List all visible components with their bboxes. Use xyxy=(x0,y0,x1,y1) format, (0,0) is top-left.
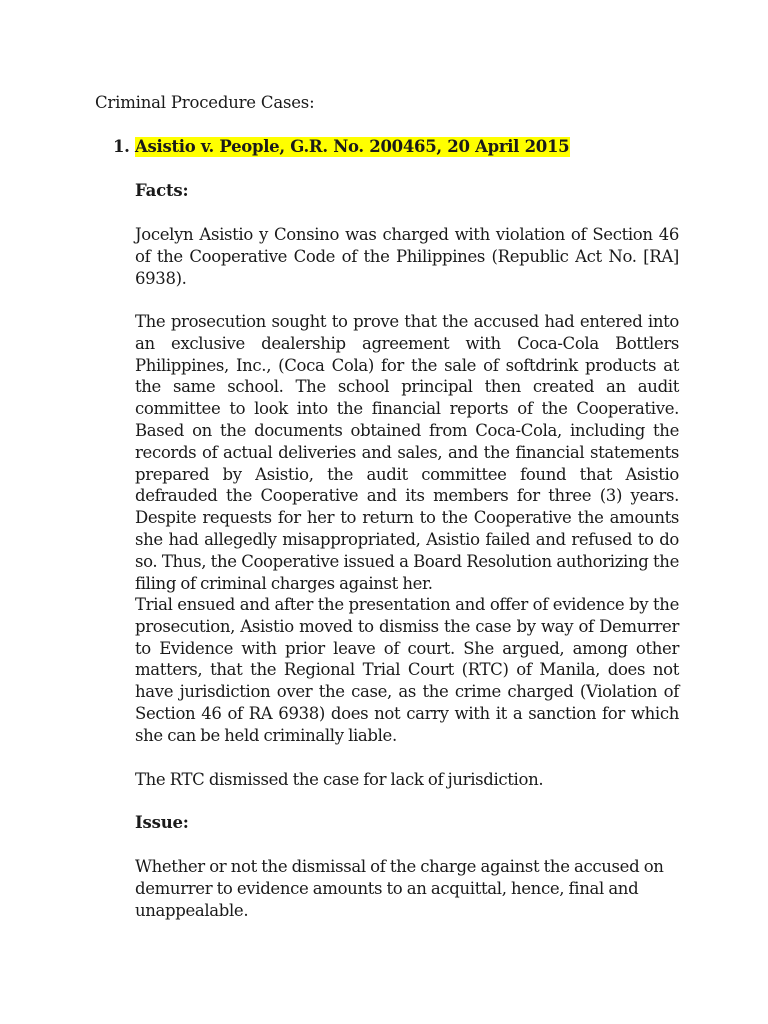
case-number: 1. xyxy=(113,137,130,156)
facts-paragraph-1: Jocelyn Asistio y Consino was charged with violation of Section 46 of the Cooperative Code of the Philippines (Republic Act No. [RA] 6938). xyxy=(135,225,679,288)
issue-paragraph: Whether or not the dismissal of the charge against the accused on demurrer to evidence amounts to an acquittal, hence, final and unappealable. xyxy=(135,857,664,920)
case-title xyxy=(113,137,570,156)
facts-label: Facts: xyxy=(135,181,189,200)
document-heading: Criminal Procedure Cases: xyxy=(95,93,315,112)
facts-paragraph-3: Trial ensued and after the presentation and offer of evidence by the prosecution, Asistio moved to dismiss the case by way of Demurrer to Evidence with prior leave of court. She argued, among other matters, that the Regional Trial Court (RTC) of Manila, does not have jurisdiction over the case, as the crime charged (Violation of Section 46 of RA 6938) does not carry with it a sanction for which she can be held criminally liable. xyxy=(135,595,679,745)
issue-label: Issue: xyxy=(135,813,189,832)
case-title-text: Asistio v. People, G.R. No. 200465, 20 April 2015 xyxy=(135,137,570,156)
facts-paragraph-2: The prosecution sought to prove that the accused had entered into an exclusive dealership agreement with Coca-Cola Bottlers Philippines, Inc., (Coca Cola) for the sale of softdrink products at the same school. The school principal then created an audit committee to look into the financial reports of the Cooperative. Based on the documents obtained from Coca-Cola, including the records of actual deliveries and sales, and the financial statements prepared by Asistio, the audit committee found that Asistio defrauded the Cooperative and its members for three (3) years. Despite requests for her to return to the Cooperative the amounts she had allegedly misappropriated, Asistio failed and refused to do so. Thus, the Cooperative issued a Board Resolution authorizing the filing of criminal charges against her. xyxy=(135,312,679,593)
facts-paragraph-4: The RTC dismissed the case for lack of jurisdiction. xyxy=(135,770,544,789)
